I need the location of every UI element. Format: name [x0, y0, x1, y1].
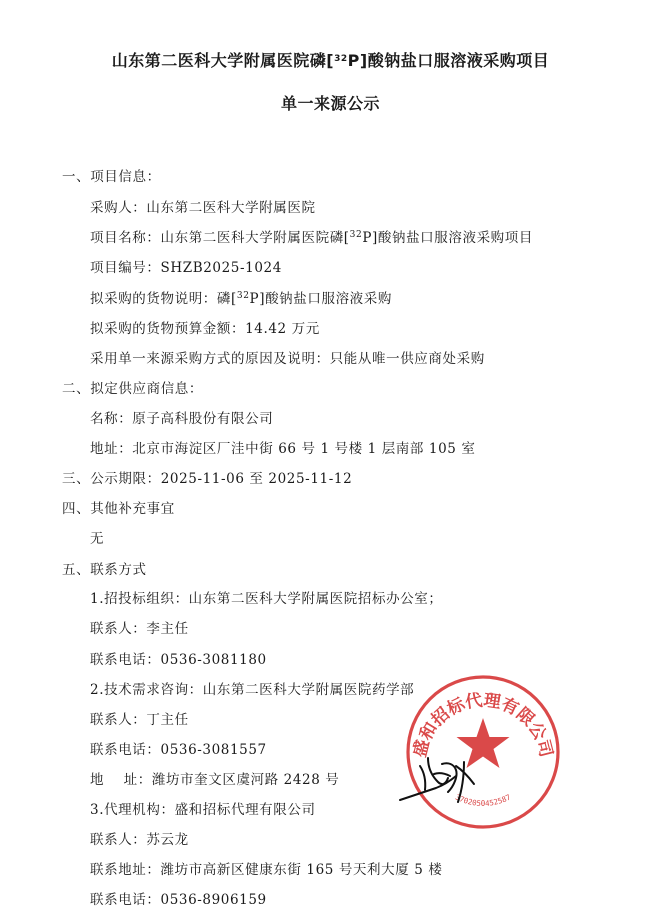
seal-org-text: 盛和招标代理有限公司 [410, 690, 556, 760]
org3-contact-line: 联系人：苏云龙 [90, 832, 189, 848]
section5-heading: 五、联系方式 [62, 562, 147, 578]
seal-number-text: 3702050452587 [453, 792, 513, 808]
project-number-line: 项目编号：SHZB2025-1024 [90, 260, 282, 276]
supplier-address-line: 地址：北京市海淀区厂洼中街 66 号 1 号楼 1 层南部 105 室 [90, 441, 476, 457]
section4-content: 无 [90, 531, 105, 547]
org1-contact-line: 联系人：李主任 [90, 621, 189, 637]
handwritten-signature [398, 746, 480, 806]
section4-heading: 四、其他补充事宜 [62, 501, 175, 517]
project-name-line: 项目名称：山东第二医科大学附属医院磷[$^{32}$P]酸钠盐口服溶液采购项目 [90, 230, 533, 246]
org3-line: 3.代理机构：盛和招标代理有限公司 [90, 802, 316, 818]
document-title-line1: 山东第二医科大学附属医院磷[$^{32}$P]酸钠盐口服溶液采购项目 [111, 51, 550, 70]
org3-address-line: 联系地址：潍坊市高新区健康东街 165 号天利大厦 5 楼 [90, 862, 443, 878]
section1-heading: 一、项目信息： [62, 169, 161, 185]
reason-line: 采用单一来源采购方式的原因及说明：只能从唯一供应商处采购 [90, 351, 485, 367]
org2-phone-line: 联系电话：0536-3081557 [90, 742, 267, 758]
document-title-line2: 单一来源公示 [280, 94, 380, 113]
supplier-name-line: 名称：原子高科股份有限公司 [90, 411, 274, 427]
org2-address-line: 地 址：潍坊市奎文区虞河路 2428 号 [90, 772, 340, 788]
org1-line: 1.招投标组织：山东第二医科大学附属医院招标办公室； [90, 591, 443, 607]
budget-line: 拟采购的货物预算金额：14.42 万元 [90, 321, 320, 337]
org1-phone-line: 联系电话：0536-3081180 [90, 652, 267, 668]
publicity-period-line: 三、公示期限：2025-11-06 至 2025-11-12 [62, 471, 353, 487]
org3-phone-line: 联系电话：0536-8906159 [90, 892, 267, 908]
purchaser-line: 采购人：山东第二医科大学附属医院 [90, 200, 316, 216]
section2-heading: 二、拟定供应商信息： [62, 381, 203, 397]
org2-contact-line: 联系人：丁主任 [90, 712, 189, 728]
goods-description-line: 拟采购的货物说明：磷[$^{32}$P]酸钠盐口服溶液采购 [90, 291, 392, 307]
org2-line: 2.技术需求咨询：山东第二医科大学附属医院药学部 [90, 682, 415, 698]
